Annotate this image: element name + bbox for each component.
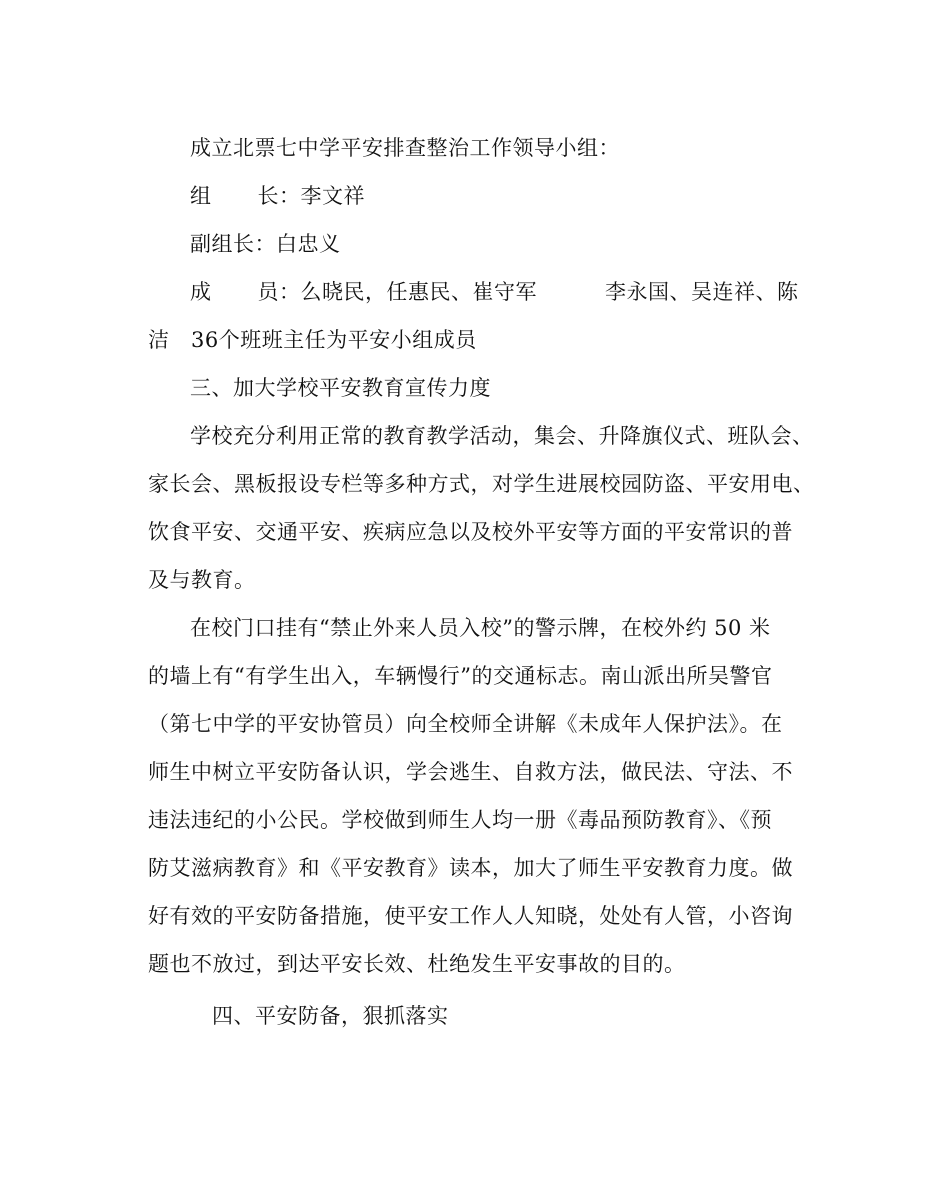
paragraph-2-line: 的墙上有“有学生出入，车辆慢行”的交通标志。南山派出所吴警官 xyxy=(148,664,773,688)
vice-leader-line: 副组长：白忠义 xyxy=(190,232,341,256)
paragraph-2-line: 防艾滋病教育》和《平安教育》读本，加大了师生平安教育力度。做 xyxy=(148,856,793,880)
paragraph-1-line: 学校充分利用正常的教育教学活动，集会、升降旗仪式、班队会、 xyxy=(190,424,814,448)
leader-label-part1: 组 xyxy=(190,184,212,208)
paragraph-2-line: 题也不放过，到达平安长效、杜绝发生平安事故的目的。 xyxy=(148,952,686,976)
members-label-part2: 员：么晓民，任惠民、崔守军 xyxy=(257,280,537,304)
paragraph-2-line: 好有效的平安防备措施，使平安工作人人知晓，处处有人管，小咨询 xyxy=(148,904,793,928)
members-line-2: 洁 36个班班主任为平安小组成员 xyxy=(148,328,477,352)
paragraph-2-line: （第七中学的平安协管员）向全校师全讲解《未成年人保护法》。在 xyxy=(148,712,783,736)
intro-line: 成立北票七中学平安排查整治工作领导小组： xyxy=(190,136,620,160)
paragraph-1-line: 饮食平安、交通平安、疾病应急以及校外平安等方面的平安常识的普 xyxy=(148,520,793,544)
members-line xyxy=(190,278,860,306)
members-continuation: 李永国、吴连祥、陈 xyxy=(605,280,799,304)
leader-line xyxy=(190,182,860,210)
paragraph-1-line: 及与教育。 xyxy=(148,568,256,592)
section-heading-4: 四、平安防备，狠抓落实 xyxy=(212,1004,449,1028)
members-label-part1: 成 xyxy=(190,280,212,304)
paragraph-1-line: 家长会、黑板报设专栏等多种方式，对学生进展校园防盗、平安用电、 xyxy=(148,472,815,496)
paragraph-2-line: 在校门口挂有“禁止外来人员入校”的警示牌，在校外约 50 米 xyxy=(190,616,771,640)
section-heading-3: 三、加大学校平安教育宣传力度 xyxy=(190,376,491,400)
leader-label-part2: 长：李文祥 xyxy=(257,184,365,208)
paragraph-2-line: 违法违纪的小公民。学校做到师生人均一册《毒品预防教育》、《预 xyxy=(148,808,772,832)
paragraph-2-line: 师生中树立平安防备认识，学会逃生、自救方法，做民法、守法、不 xyxy=(148,760,793,784)
